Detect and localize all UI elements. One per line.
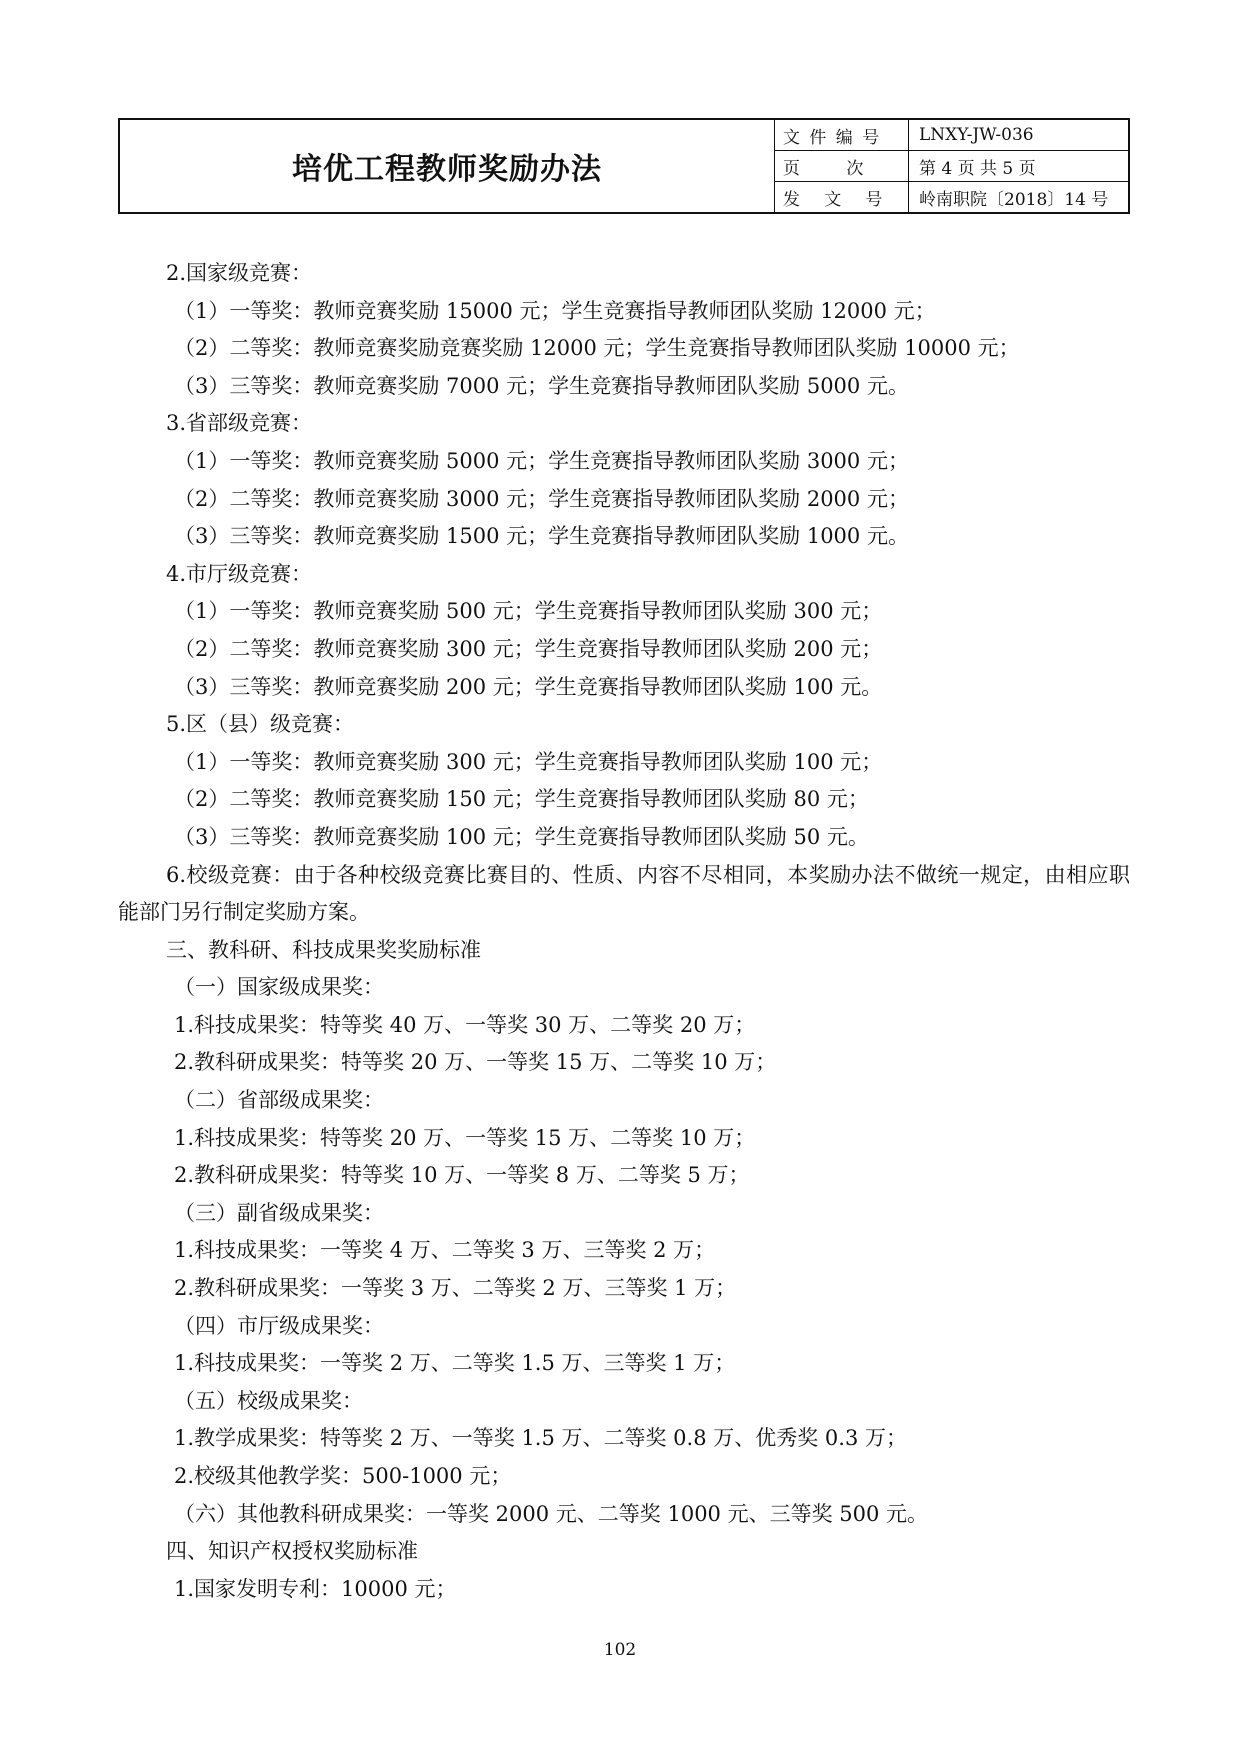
list-item: 2.教科研成果奖：特等奖 10 万、一等奖 8 万、二等奖 5 万；: [174, 1163, 750, 1188]
list-item: （1）一等奖：教师竞赛奖励 300 元；学生竞赛指导教师团队奖励 100 元；: [174, 749, 883, 774]
subsection-heading: （三）副省级成果奖：: [174, 1200, 384, 1225]
list-item: （2）二等奖：教师竞赛奖励 300 元；学生竞赛指导教师团队奖励 200 元；: [174, 636, 883, 661]
document-meta: [775, 120, 1128, 212]
list-item: （3）三等奖：教师竞赛奖励 1500 元；学生竞赛指导教师团队奖励 1000 元。: [174, 524, 909, 549]
list-item: （2）二等奖：教师竞赛奖励 150 元；学生竞赛指导教师团队奖励 80 元；: [174, 787, 869, 812]
document-title: 培优工程教师奖励办法: [120, 120, 775, 212]
list-item: 2.教科研成果奖：一等奖 3 万、二等奖 2 万、三等奖 1 万；: [174, 1276, 737, 1301]
meta-value: 第 4 页 共 5 页: [919, 158, 1036, 179]
subsection-heading: （六）其他教科研成果奖：一等奖 2000 元、二等奖 1000 元、三等奖 500 元。: [174, 1501, 929, 1526]
meta-row-file-number: [775, 120, 1128, 151]
list-item: （1）一等奖：教师竞赛奖励 500 元；学生竞赛指导教师团队奖励 300 元；: [174, 599, 883, 624]
list-item: （3）三等奖：教师竞赛奖励 7000 元；学生竞赛指导教师团队奖励 5000 元。: [174, 373, 909, 398]
list-item: 1.国家发明专利：10000 元；: [174, 1576, 457, 1601]
list-item: （1）一等奖：教师竞赛奖励 5000 元；学生竞赛指导教师团队奖励 3000 元；: [174, 448, 909, 473]
section-heading: 5.区（县）级竞赛：: [166, 712, 355, 737]
document-body: [118, 255, 1130, 1608]
subsection-heading: （一）国家级成果奖：: [174, 975, 384, 1000]
section-heading: 3.省部级竞赛：: [166, 411, 313, 436]
paragraph: 6.校级竞赛：由于各种校级竞赛比赛目的、性质、内容不尽相同，本奖励办法不做统一规定，由相应职能部门另行制定奖励方案。: [118, 862, 1130, 925]
section-heading: 三、教科研、科技成果奖奖励标准: [166, 937, 481, 962]
list-item: （1）一等奖：教师竞赛奖励 15000 元；学生竞赛指导教师团队奖励 12000 元；: [174, 298, 936, 323]
section-heading: 四、知识产权授权奖励标准: [166, 1539, 418, 1564]
page-number: 102: [603, 1640, 637, 1660]
meta-value: LNXY-JW-036: [919, 125, 1034, 145]
list-item: （2）二等奖：教师竞赛奖励 3000 元；学生竞赛指导教师团队奖励 2000 元；: [174, 486, 909, 511]
meta-row-issue-number: [775, 182, 1128, 212]
meta-row-page: [775, 151, 1128, 182]
subsection-heading: （二）省部级成果奖：: [174, 1088, 384, 1113]
list-item: （2）二等奖：教师竞赛奖励竞赛奖励 12000 元；学生竞赛指导教师团队奖励 10000 元；: [174, 336, 1020, 361]
meta-key: 页 次: [775, 151, 909, 181]
list-item: 2.教科研成果奖：特等奖 20 万、一等奖 15 万、二等奖 10 万；: [174, 1050, 777, 1075]
meta-value: 岭南职院〔2018〕14 号: [919, 189, 1109, 210]
list-item: 1.科技成果奖：一等奖 4 万、二等奖 3 万、三等奖 2 万；: [174, 1238, 716, 1263]
list-item: 1.科技成果奖：特等奖 40 万、一等奖 30 万、二等奖 20 万；: [174, 1012, 756, 1037]
list-item: （3）三等奖：教师竞赛奖励 200 元；学生竞赛指导教师团队奖励 100 元。: [174, 674, 883, 699]
meta-key: 发 文 号: [775, 182, 909, 212]
section-heading: 2.国家级竞赛：: [166, 261, 313, 285]
list-item: 1.科技成果奖：特等奖 20 万、一等奖 15 万、二等奖 10 万；: [174, 1125, 756, 1150]
subsection-heading: （五）校级成果奖：: [174, 1388, 363, 1413]
subsection-heading: （四）市厅级成果奖：: [174, 1313, 384, 1338]
list-item: （3）三等奖：教师竞赛奖励 100 元；学生竞赛指导教师团队奖励 50 元。: [174, 824, 869, 849]
document-header-table: [118, 118, 1130, 214]
list-item: 1.教学成果奖：特等奖 2 万、一等奖 1.5 万、二等奖 0.8 万、优秀奖 0.3 万；: [174, 1426, 907, 1451]
list-item: 1.科技成果奖：一等奖 2 万、二等奖 1.5 万、三等奖 1 万；: [174, 1351, 736, 1376]
list-item: 2.校级其他教学奖：500-1000 元；: [174, 1464, 512, 1488]
section-heading: 4.市厅级竞赛：: [166, 561, 313, 586]
meta-key: 文 件 编 号: [775, 120, 909, 150]
